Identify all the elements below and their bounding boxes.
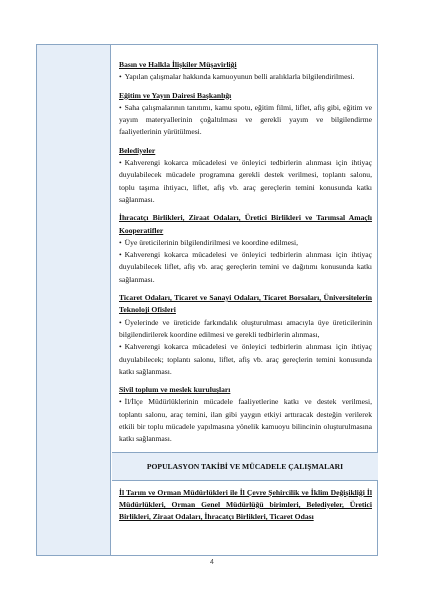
content-column (112, 45, 378, 555)
final-heading: İl Tarım ve Orman Müdürlükleri ile İl Çevre Şehircilik ve İklim Değişikliği İl Müdürlükleri, Orman Genel Müdürlüğü birimleri, Belediyeler, Üretici Birlikleri, Ziraat Odaları, İhracatçı Birlikleri, Ticaret Odası (119, 487, 372, 522)
bullet-item: • Kahverengi kokarca mücadelesi ve önleyici tedbirlerin alınması için ihtiyaç duyulabilecek; toplantı salonu, liflet, afiş vb. araç gereçlerin temini konusunda katkı sağlanması. (119, 341, 372, 378)
bullet-item: • Kahverengi kokarca mücadelesi ve önleyici tedbirlerin alınması için ihtiyaç duyulabilecek mücadele programına gerekli destek verilmesi, toplantı salonu, toplu taşıma ihtiyacı, liflet, afiş vb. araç gereçlerin temini konusunda katkı sağlanması. (119, 157, 372, 206)
content-table (36, 44, 378, 556)
bullet-item: • Üyelerinde ve üreticide farkındalık oluşturulması amacıyla üye üreticilerinin bilgilendirilerek koordine edilmesi ve gerekli tedbirlerin alınması, (119, 317, 372, 342)
section-heading: İhracatçı Birlikleri, Ziraat Odaları, Üretici Birlikleri ve Tarımsal Amaçlı Kooperatifler (119, 213, 372, 235)
population-header: POPULASYON TAKİBİ VE MÜCADELE ÇALIŞMALARI (112, 452, 378, 481)
left-column (37, 45, 111, 555)
bullet-item: • Yapılan çalışmalar hakkında kamuoyunun belli aralıklarla bilgilendirilmesi. (119, 71, 372, 83)
sections-container (119, 59, 372, 446)
bullet-item: • İl/İlçe Müdürlüklerinin mücadele faaliyetlerine katkı ve destek verilmesi, toplantı salonu, araç temini, ilan gibi yaygın etkiyi arttıracak desteğin verilerek etkili bir toplu mücadele yapılmasına yönelik kamuoyu bilincinin oluşturulmasına katkı sağlanması. (119, 396, 372, 445)
section-heading: Belediyeler (119, 145, 156, 155)
section-heading: Ticaret Odaları, Ticaret ve Sanayi Odaları, Ticaret Borsaları, Üniversitelerin Teknoloji Ofisleri (119, 293, 372, 315)
bullet-item: • Saha çalışmalarının tanıtımı, kamu spotu, eğitim filmi, liflet, afiş gibi, eğitim ve yayım materyallerinin çoğaltılması ve gerekli yayım ve bilgilendirme faaliyetlerinin yürütülmesi. (119, 102, 372, 139)
bullet-item: • Kahverengi kokarca mücadelesi ve önleyici tedbirlerin alınması için ihtiyaç duyulabilecek liflet, afiş vb. araç gereçlerin temini ve dağıtımı konusunda katkı sağlanması. (119, 249, 372, 286)
page-number: 4 (210, 559, 214, 566)
section-heading: Eğitim ve Yayın Dairesi Başkanlığı (119, 90, 232, 100)
bullet-item: • Üye üreticilerinin bilgilendirilmesi ve koordine edilmesi, (119, 237, 372, 249)
section-heading: Sivil toplum ve meslek kuruluşları (119, 385, 231, 395)
section-heading: Basın ve Halkla İlişkiler Müşavirliği (119, 60, 237, 69)
